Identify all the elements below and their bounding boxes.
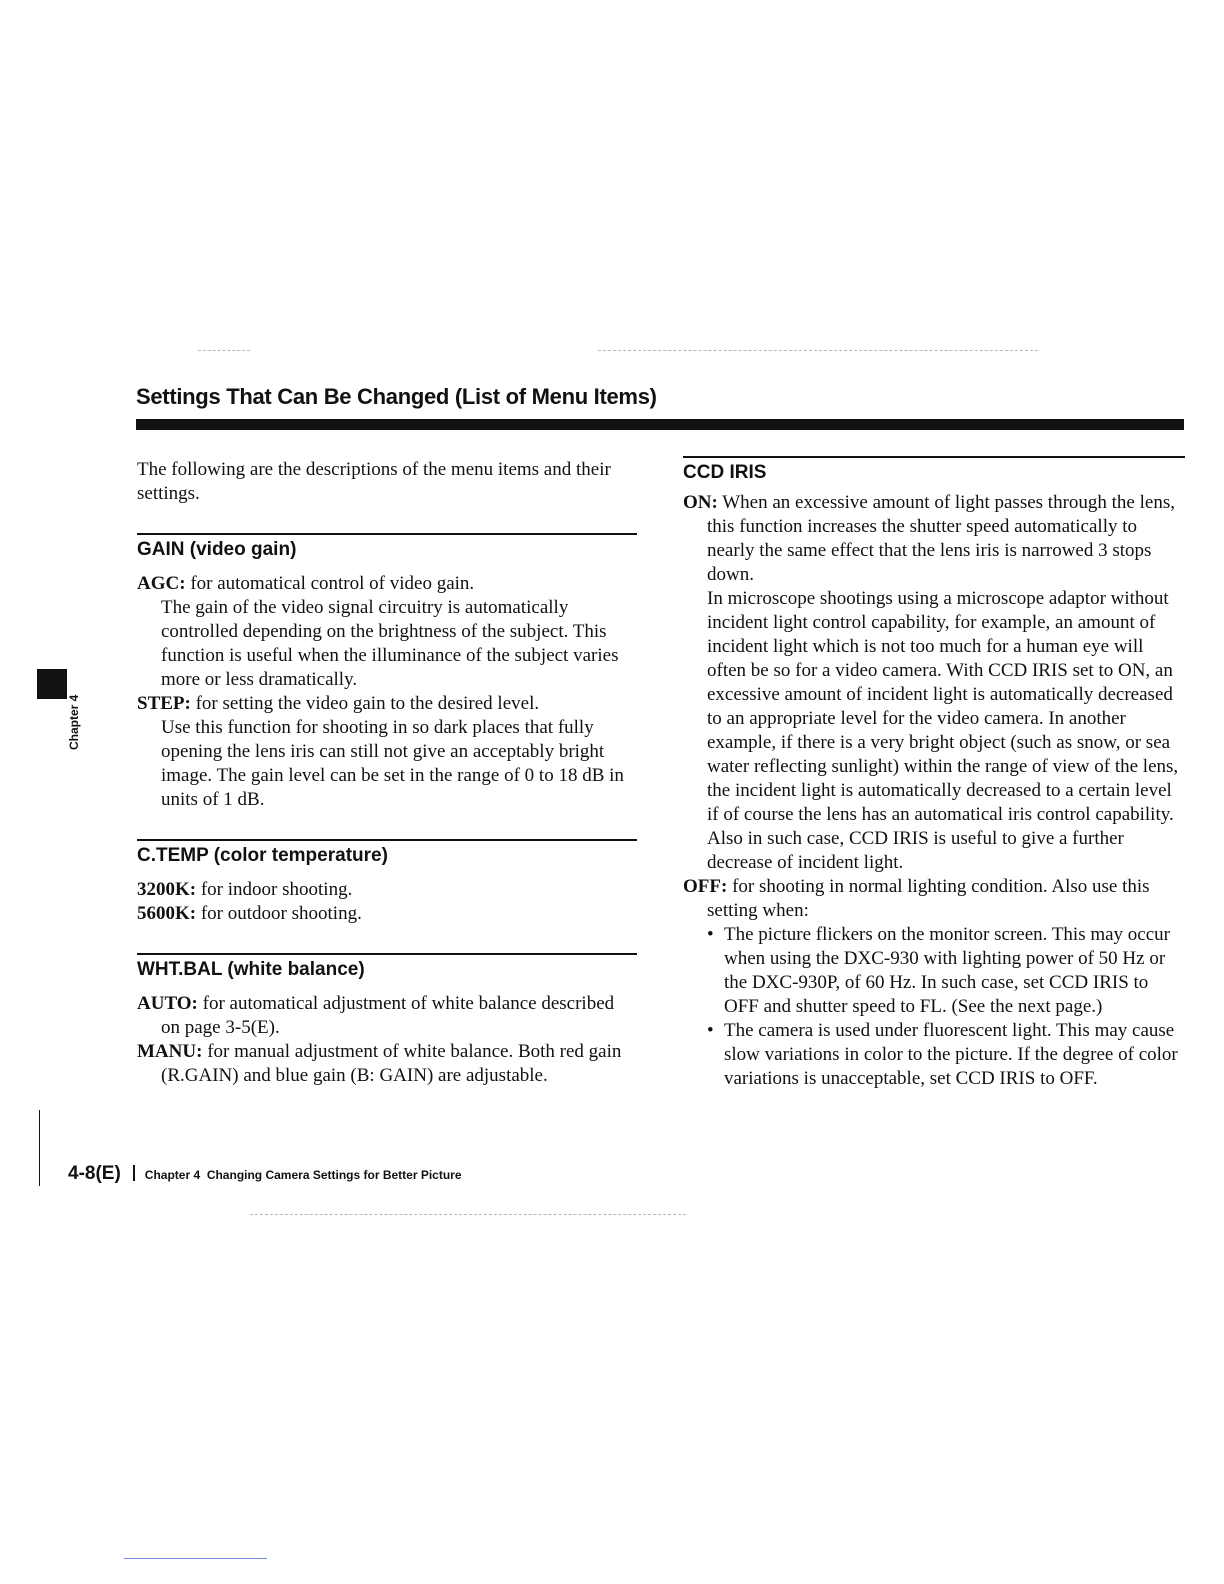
list-item (707, 1019, 1185, 1091)
scan-artifact (598, 350, 1038, 351)
ctemp-3200k-item (137, 878, 637, 902)
gain-agc-item (137, 572, 637, 596)
manu-text: for manual adjustment of white balance. Both red gain (R.GAIN) and blue gain (B: GAIN) are adjustable. (161, 1041, 622, 1086)
footer-chapter-title: Chapter 4 Changing Camera Settings for Better Picture (144, 1168, 462, 1182)
on-description: In microscope shootings using a microscope adaptor without incident light control capability, for example, an amount of incident light which is not too much for a human eye will often be so for a video camera. With CCD IRIS set to ON, an excessive amount of incident light is automatically decreased to an appropriate level for the video camera. In another example, if there is a very bright object (such as snow, or sea water reflecting sunlight) within the range of view of the lens, the incident light is automatically decreased to a certain level if of course the lens has an automatical iris control capability. Also in such case, CCD IRIS is useful to give a further decrease of incident light. (707, 588, 1179, 873)
5600k-text: for outdoor shooting. (196, 903, 362, 924)
ctemp-heading: C.TEMP (color temperature) (137, 845, 388, 866)
whtbal-heading: WHT.BAL (white balance) (137, 959, 365, 980)
whtbal-manu-item (137, 1040, 637, 1088)
agc-key: AGC: (137, 573, 186, 594)
footer-divider (133, 1165, 135, 1181)
section-rule (137, 533, 637, 535)
manu-key: MANU: (137, 1041, 203, 1062)
section-rule (683, 456, 1185, 458)
step-key: STEP: (137, 693, 191, 714)
3200k-text: for indoor shooting. (196, 879, 353, 900)
ccd-iris-heading: CCD IRIS (683, 462, 767, 483)
off-conditions-list (683, 923, 1185, 1091)
page-title: Settings That Can Be Changed (List of Menu Items) (136, 384, 657, 409)
bottom-link-line (124, 1558, 267, 1559)
step-description: Use this function for shooting in so dark places that fully opening the lens iris can still not give an acceptably bright image. The gain level can be set in the range of 0 to 18 dB in units of 1 dB. (161, 717, 624, 810)
section-rule (137, 839, 637, 841)
intro-text: The following are the descriptions of the menu items and their settings. (137, 459, 611, 504)
ctemp-5600k-item (137, 902, 637, 926)
bullet-text: The camera is used under fluorescent light. This may cause slow variations in color to the picture. If the degree of color variations is unacceptable, set CCD IRIS to OFF. (724, 1020, 1178, 1089)
ccd-off-item (683, 875, 1185, 923)
bullet-icon: • (707, 1020, 714, 1041)
off-key: OFF: (683, 876, 728, 897)
whtbal-auto-item (137, 992, 637, 1040)
5600k-key: 5600K: (137, 903, 197, 924)
auto-key: AUTO: (137, 993, 198, 1014)
page-footer (68, 1163, 462, 1185)
agc-text: for automatical control of video gain. (185, 573, 475, 594)
chapter-marker (37, 669, 67, 699)
off-text: for shooting in normal lighting condition. Also use this setting when: (707, 876, 1150, 921)
agc-description: The gain of the video signal circuitry is automatically controlled depending on the brightness of the subject. This function is useful when the illuminance of the subject varies more or less dramatically. (161, 597, 619, 690)
gain-step-item (137, 692, 637, 716)
right-column (683, 456, 1185, 1091)
left-column (137, 458, 637, 1088)
page-number: 4-8(E) (68, 1163, 121, 1184)
title-bar (136, 419, 1184, 430)
section-rule (137, 953, 637, 955)
ccd-on-item (683, 491, 1185, 587)
bullet-text: The picture flickers on the monitor screen. This may occur when using the DXC-930 with lighting power of 50 Hz or the DXC-930P, of 60 Hz. In such case, set CCD IRIS to OFF and shutter speed to FL. (See the next page.) (724, 924, 1170, 1017)
bullet-icon: • (707, 924, 714, 945)
3200k-key: 3200K: (137, 879, 197, 900)
margin-line (39, 1110, 40, 1186)
auto-text: for automatical adjustment of white balance described on page 3-5(E). (161, 993, 615, 1038)
list-item (707, 923, 1185, 1019)
scan-artifact (198, 350, 250, 351)
on-key: ON: (683, 492, 718, 513)
gain-heading: GAIN (video gain) (137, 539, 297, 560)
step-text: for setting the video gain to the desired level. (190, 693, 540, 714)
chapter-tab: Chapter 4 (67, 694, 81, 750)
scan-artifact (250, 1214, 686, 1215)
on-text: When an excessive amount of light passes through the lens, this function increases the shutter speed automatically to nearly the same effect that the lens iris is narrowed 3 stops down. (707, 492, 1175, 585)
